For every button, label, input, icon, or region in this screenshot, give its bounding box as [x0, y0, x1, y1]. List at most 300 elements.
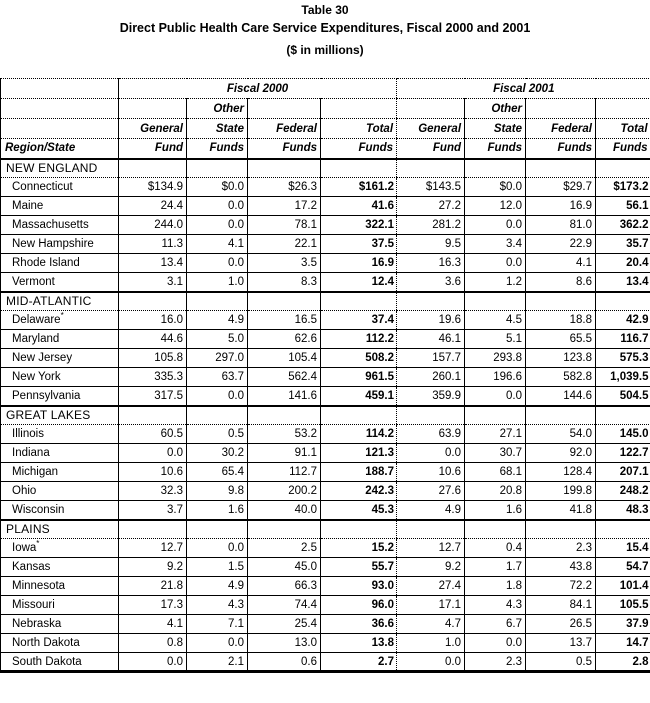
- value-cell: 65.5: [526, 330, 596, 349]
- empty-cell: [526, 292, 596, 311]
- value-cell: 15.2: [321, 539, 397, 558]
- value-cell: 145.0: [596, 425, 650, 444]
- value-cell: 1.0: [187, 273, 248, 292]
- empty-cell: [187, 406, 248, 425]
- value-cell: 2.8: [596, 653, 650, 672]
- table-units: ($ in millions): [286, 43, 364, 57]
- empty-cell: [397, 159, 465, 178]
- table-row: [1, 368, 650, 387]
- value-cell: 54.0: [526, 425, 596, 444]
- value-cell: 281.2: [397, 216, 465, 235]
- value-cell: 55.7: [321, 558, 397, 577]
- value-cell: 5.1: [465, 330, 526, 349]
- value-cell: 16.0: [119, 311, 187, 330]
- other-header-2001: Other: [465, 99, 526, 119]
- value-cell: 207.1: [596, 463, 650, 482]
- table-row: [1, 216, 650, 235]
- value-cell: 504.5: [596, 387, 650, 406]
- table-row: [1, 463, 650, 482]
- empty-cell: [248, 406, 321, 425]
- table-row: [1, 330, 650, 349]
- value-cell: 196.6: [465, 368, 526, 387]
- value-cell: 7.1: [187, 615, 248, 634]
- value-cell: 3.4: [465, 235, 526, 254]
- empty-header-cell: [248, 99, 321, 119]
- empty-header-cell: [596, 99, 650, 119]
- value-cell: 6.7: [465, 615, 526, 634]
- empty-cell: [397, 292, 465, 311]
- value-cell: 199.8: [526, 482, 596, 501]
- value-cell: 0.0: [397, 653, 465, 672]
- empty-header-cell: [119, 99, 187, 119]
- value-cell: 12.4: [321, 273, 397, 292]
- value-cell: 32.3: [119, 482, 187, 501]
- state-label: Missouri: [1, 596, 119, 615]
- value-cell: 30.7: [465, 444, 526, 463]
- value-cell: 141.6: [248, 387, 321, 406]
- value-cell: 297.0: [187, 349, 248, 368]
- value-cell: 45.0: [248, 558, 321, 577]
- empty-header-cell: [1, 119, 119, 139]
- empty-cell: [119, 159, 187, 178]
- value-cell: 1.5: [187, 558, 248, 577]
- value-cell: 4.3: [187, 596, 248, 615]
- value-cell: 359.9: [397, 387, 465, 406]
- value-cell: 4.1: [119, 615, 187, 634]
- empty-header-cell: [526, 99, 596, 119]
- value-cell: 105.4: [248, 349, 321, 368]
- state-label: Rhode Island: [1, 254, 119, 273]
- table-row: [1, 634, 650, 653]
- state-header-2000: State: [187, 119, 248, 139]
- value-cell: 84.1: [526, 596, 596, 615]
- value-cell: 13.4: [596, 273, 650, 292]
- title-block: [0, 0, 650, 57]
- empty-cell: [119, 406, 187, 425]
- value-cell: 0.0: [187, 254, 248, 273]
- value-cell: 0.6: [248, 653, 321, 672]
- state-label: Minnesota: [1, 577, 119, 596]
- value-cell: 96.0: [321, 596, 397, 615]
- value-cell: 105.8: [119, 349, 187, 368]
- value-cell: 242.3: [321, 482, 397, 501]
- header-row-mid: [1, 119, 650, 139]
- value-cell: 30.2: [187, 444, 248, 463]
- region-label: GREAT LAKES: [1, 406, 119, 425]
- general-header-2001: General: [397, 119, 465, 139]
- value-cell: 35.7: [596, 235, 650, 254]
- value-cell: 21.8: [119, 577, 187, 596]
- table-row: [1, 444, 650, 463]
- empty-cell: [397, 520, 465, 539]
- funds-header-2000-total: Funds: [321, 139, 397, 159]
- total-header-2000: Total: [321, 119, 397, 139]
- table-row: [1, 235, 650, 254]
- table-row: [1, 482, 650, 501]
- expenditures-table: [0, 78, 650, 673]
- value-cell: 144.6: [526, 387, 596, 406]
- value-cell: 2.5: [248, 539, 321, 558]
- region-state-header: Region/State: [1, 139, 119, 159]
- value-cell: 12.7: [119, 539, 187, 558]
- region-row: [1, 520, 650, 539]
- value-cell: 575.3: [596, 349, 650, 368]
- value-cell: 0.0: [187, 387, 248, 406]
- table-row: [1, 311, 650, 330]
- region-row: [1, 159, 650, 178]
- value-cell: 93.0: [321, 577, 397, 596]
- value-cell: 12.0: [465, 197, 526, 216]
- value-cell: 18.8: [526, 311, 596, 330]
- value-cell: 116.7: [596, 330, 650, 349]
- value-cell: 68.1: [465, 463, 526, 482]
- value-cell: $0.0: [465, 178, 526, 197]
- region-label: MID-ATLANTIC: [1, 292, 119, 311]
- value-cell: 322.1: [321, 216, 397, 235]
- value-cell: 157.7: [397, 349, 465, 368]
- value-cell: $143.5: [397, 178, 465, 197]
- value-cell: 0.8: [119, 634, 187, 653]
- value-cell: $134.9: [119, 178, 187, 197]
- table-row: [1, 425, 650, 444]
- empty-header-cell: [397, 99, 465, 119]
- value-cell: 4.7: [397, 615, 465, 634]
- fund-header-2001: Fund: [397, 139, 465, 159]
- value-cell: 13.0: [248, 634, 321, 653]
- value-cell: 260.1: [397, 368, 465, 387]
- value-cell: 200.2: [248, 482, 321, 501]
- value-cell: 0.5: [187, 425, 248, 444]
- value-cell: 3.6: [397, 273, 465, 292]
- empty-cell: [596, 292, 650, 311]
- state-label: Indiana: [1, 444, 119, 463]
- value-cell: 317.5: [119, 387, 187, 406]
- value-cell: 24.4: [119, 197, 187, 216]
- value-cell: 335.3: [119, 368, 187, 387]
- value-cell: 12.7: [397, 539, 465, 558]
- fiscal-2000-header: Fiscal 2000: [119, 79, 397, 99]
- general-header-2000: General: [119, 119, 187, 139]
- table-row: [1, 501, 650, 520]
- empty-header-cell: [321, 99, 397, 119]
- value-cell: 13.4: [119, 254, 187, 273]
- value-cell: 27.6: [397, 482, 465, 501]
- value-cell: 91.1: [248, 444, 321, 463]
- empty-cell: [596, 520, 650, 539]
- fund-header-2000: Fund: [119, 139, 187, 159]
- empty-cell: [596, 406, 650, 425]
- value-cell: 10.6: [397, 463, 465, 482]
- value-cell: 63.7: [187, 368, 248, 387]
- value-cell: 4.9: [397, 501, 465, 520]
- value-cell: 9.8: [187, 482, 248, 501]
- value-cell: 128.4: [526, 463, 596, 482]
- value-cell: 0.0: [187, 197, 248, 216]
- funds-header-2001-total: Funds: [596, 139, 650, 159]
- value-cell: 0.0: [119, 444, 187, 463]
- value-cell: 0.0: [187, 539, 248, 558]
- value-cell: 41.6: [321, 197, 397, 216]
- value-cell: 101.4: [596, 577, 650, 596]
- value-cell: 0.0: [119, 653, 187, 672]
- value-cell: $0.0: [187, 178, 248, 197]
- value-cell: 22.1: [248, 235, 321, 254]
- empty-cell: [321, 159, 397, 178]
- value-cell: 37.5: [321, 235, 397, 254]
- value-cell: 2.1: [187, 653, 248, 672]
- value-cell: 961.5: [321, 368, 397, 387]
- table-row: [1, 387, 650, 406]
- value-cell: 43.8: [526, 558, 596, 577]
- value-cell: 362.2: [596, 216, 650, 235]
- value-cell: 16.5: [248, 311, 321, 330]
- footnote-marker: *: [60, 311, 64, 321]
- state-label: Wisconsin: [1, 501, 119, 520]
- value-cell: 9.2: [119, 558, 187, 577]
- value-cell: 60.5: [119, 425, 187, 444]
- value-cell: 13.7: [526, 634, 596, 653]
- value-cell: 20.8: [465, 482, 526, 501]
- value-cell: 25.4: [248, 615, 321, 634]
- empty-cell: [397, 406, 465, 425]
- state-label: New Hampshire: [1, 235, 119, 254]
- region-row: [1, 406, 650, 425]
- fiscal-2001-header: Fiscal 2001: [397, 79, 650, 99]
- value-cell: 27.2: [397, 197, 465, 216]
- value-cell: 66.3: [248, 577, 321, 596]
- value-cell: 112.7: [248, 463, 321, 482]
- empty-cell: [119, 292, 187, 311]
- value-cell: 27.4: [397, 577, 465, 596]
- value-cell: 123.8: [526, 349, 596, 368]
- value-cell: 9.5: [397, 235, 465, 254]
- table-row: [1, 273, 650, 292]
- empty-cell: [465, 406, 526, 425]
- value-cell: 0.0: [187, 216, 248, 235]
- value-cell: 1.6: [465, 501, 526, 520]
- value-cell: 2.3: [526, 539, 596, 558]
- table-row: [1, 197, 650, 216]
- empty-cell: [465, 520, 526, 539]
- value-cell: 114.2: [321, 425, 397, 444]
- value-cell: 92.0: [526, 444, 596, 463]
- state-label: Michigan: [1, 463, 119, 482]
- state-header-2001: State: [465, 119, 526, 139]
- value-cell: 293.8: [465, 349, 526, 368]
- footnote-marker: *: [36, 539, 40, 549]
- value-cell: 78.1: [248, 216, 321, 235]
- funds-header-2001-federal: Funds: [526, 139, 596, 159]
- table-header: [1, 79, 650, 159]
- empty-cell: [248, 292, 321, 311]
- value-cell: $29.7: [526, 178, 596, 197]
- value-cell: 40.0: [248, 501, 321, 520]
- state-label: Nebraska: [1, 615, 119, 634]
- value-cell: 16.9: [526, 197, 596, 216]
- value-cell: 17.2: [248, 197, 321, 216]
- value-cell: 0.0: [187, 634, 248, 653]
- state-label: Illinois: [1, 425, 119, 444]
- state-label: Maine: [1, 197, 119, 216]
- value-cell: 1.2: [465, 273, 526, 292]
- value-cell: 45.3: [321, 501, 397, 520]
- value-cell: 9.2: [397, 558, 465, 577]
- value-cell: 65.4: [187, 463, 248, 482]
- value-cell: 16.9: [321, 254, 397, 273]
- value-cell: 44.6: [119, 330, 187, 349]
- state-label: North Dakota: [1, 634, 119, 653]
- state-label: South Dakota: [1, 653, 119, 672]
- table-row: [1, 539, 650, 558]
- value-cell: 4.3: [465, 596, 526, 615]
- value-cell: 3.5: [248, 254, 321, 273]
- value-cell: 8.6: [526, 273, 596, 292]
- value-cell: 188.7: [321, 463, 397, 482]
- value-cell: 63.9: [397, 425, 465, 444]
- value-cell: 105.5: [596, 596, 650, 615]
- value-cell: 37.9: [596, 615, 650, 634]
- value-cell: 3.1: [119, 273, 187, 292]
- empty-cell: [526, 159, 596, 178]
- value-cell: 19.6: [397, 311, 465, 330]
- value-cell: 8.3: [248, 273, 321, 292]
- empty-cell: [596, 159, 650, 178]
- state-label: Delaware*: [1, 311, 119, 330]
- value-cell: 0.0: [465, 216, 526, 235]
- state-label: Iowa*: [1, 539, 119, 558]
- federal-header-2000: Federal: [248, 119, 321, 139]
- value-cell: 42.9: [596, 311, 650, 330]
- value-cell: 1.6: [187, 501, 248, 520]
- value-cell: 0.0: [465, 387, 526, 406]
- table-title: Direct Public Health Care Service Expenditures, Fiscal 2000 and 2001: [119, 21, 531, 35]
- empty-cell: [248, 520, 321, 539]
- table-row: [1, 558, 650, 577]
- empty-cell: [187, 292, 248, 311]
- value-cell: 4.1: [187, 235, 248, 254]
- value-cell: $26.3: [248, 178, 321, 197]
- header-row-other: [1, 99, 650, 119]
- value-cell: 46.1: [397, 330, 465, 349]
- state-label: New York: [1, 368, 119, 387]
- table-row: [1, 178, 650, 197]
- value-cell: 81.0: [526, 216, 596, 235]
- empty-header-cell: [1, 79, 119, 99]
- region-label: PLAINS: [1, 520, 119, 539]
- value-cell: 0.0: [465, 634, 526, 653]
- value-cell: 4.9: [187, 311, 248, 330]
- empty-header-cell: [1, 99, 119, 119]
- empty-cell: [321, 406, 397, 425]
- empty-cell: [526, 406, 596, 425]
- value-cell: 1.7: [465, 558, 526, 577]
- value-cell: 4.9: [187, 577, 248, 596]
- empty-cell: [119, 520, 187, 539]
- value-cell: 11.3: [119, 235, 187, 254]
- value-cell: 2.7: [321, 653, 397, 672]
- value-cell: 1,039.5: [596, 368, 650, 387]
- value-cell: 2.3: [465, 653, 526, 672]
- value-cell: $161.2: [321, 178, 397, 197]
- value-cell: 248.2: [596, 482, 650, 501]
- funds-header-2000-federal: Funds: [248, 139, 321, 159]
- value-cell: 112.2: [321, 330, 397, 349]
- value-cell: 53.2: [248, 425, 321, 444]
- table-body: [1, 159, 650, 672]
- total-header-2001: Total: [596, 119, 650, 139]
- value-cell: 0.0: [465, 254, 526, 273]
- funds-header-2000-state: Funds: [187, 139, 248, 159]
- value-cell: 13.8: [321, 634, 397, 653]
- header-row-bottom: [1, 139, 650, 159]
- empty-cell: [248, 159, 321, 178]
- value-cell: 122.7: [596, 444, 650, 463]
- value-cell: 121.3: [321, 444, 397, 463]
- state-label: Maryland: [1, 330, 119, 349]
- empty-cell: [321, 520, 397, 539]
- state-label: New Jersey: [1, 349, 119, 368]
- empty-cell: [321, 292, 397, 311]
- empty-cell: [187, 520, 248, 539]
- value-cell: 4.5: [465, 311, 526, 330]
- value-cell: 10.6: [119, 463, 187, 482]
- state-label: Kansas: [1, 558, 119, 577]
- value-cell: 0.0: [397, 444, 465, 463]
- empty-cell: [465, 292, 526, 311]
- state-label: Pennsylvania: [1, 387, 119, 406]
- value-cell: 3.7: [119, 501, 187, 520]
- state-label: Connecticut: [1, 178, 119, 197]
- table-row: [1, 254, 650, 273]
- value-cell: 41.8: [526, 501, 596, 520]
- empty-cell: [526, 520, 596, 539]
- value-cell: 17.1: [397, 596, 465, 615]
- value-cell: 562.4: [248, 368, 321, 387]
- empty-cell: [465, 159, 526, 178]
- value-cell: 459.1: [321, 387, 397, 406]
- value-cell: 72.2: [526, 577, 596, 596]
- funds-header-2001-state: Funds: [465, 139, 526, 159]
- value-cell: 5.0: [187, 330, 248, 349]
- empty-cell: [187, 159, 248, 178]
- other-header-2000: Other: [187, 99, 248, 119]
- value-cell: 27.1: [465, 425, 526, 444]
- table-row: [1, 349, 650, 368]
- value-cell: 14.7: [596, 634, 650, 653]
- year-header-row: [1, 79, 650, 99]
- table-number: Table 30: [301, 3, 349, 17]
- region-row: [1, 292, 650, 311]
- value-cell: 15.4: [596, 539, 650, 558]
- value-cell: 22.9: [526, 235, 596, 254]
- value-cell: 16.3: [397, 254, 465, 273]
- state-label: Vermont: [1, 273, 119, 292]
- federal-header-2001: Federal: [526, 119, 596, 139]
- value-cell: 36.6: [321, 615, 397, 634]
- value-cell: 20.4: [596, 254, 650, 273]
- value-cell: 62.6: [248, 330, 321, 349]
- value-cell: 582.8: [526, 368, 596, 387]
- value-cell: 0.5: [526, 653, 596, 672]
- value-cell: 48.3: [596, 501, 650, 520]
- value-cell: $173.2: [596, 178, 650, 197]
- value-cell: 74.4: [248, 596, 321, 615]
- table-row: [1, 577, 650, 596]
- state-label: Ohio: [1, 482, 119, 501]
- value-cell: 1.0: [397, 634, 465, 653]
- value-cell: 508.2: [321, 349, 397, 368]
- value-cell: 4.1: [526, 254, 596, 273]
